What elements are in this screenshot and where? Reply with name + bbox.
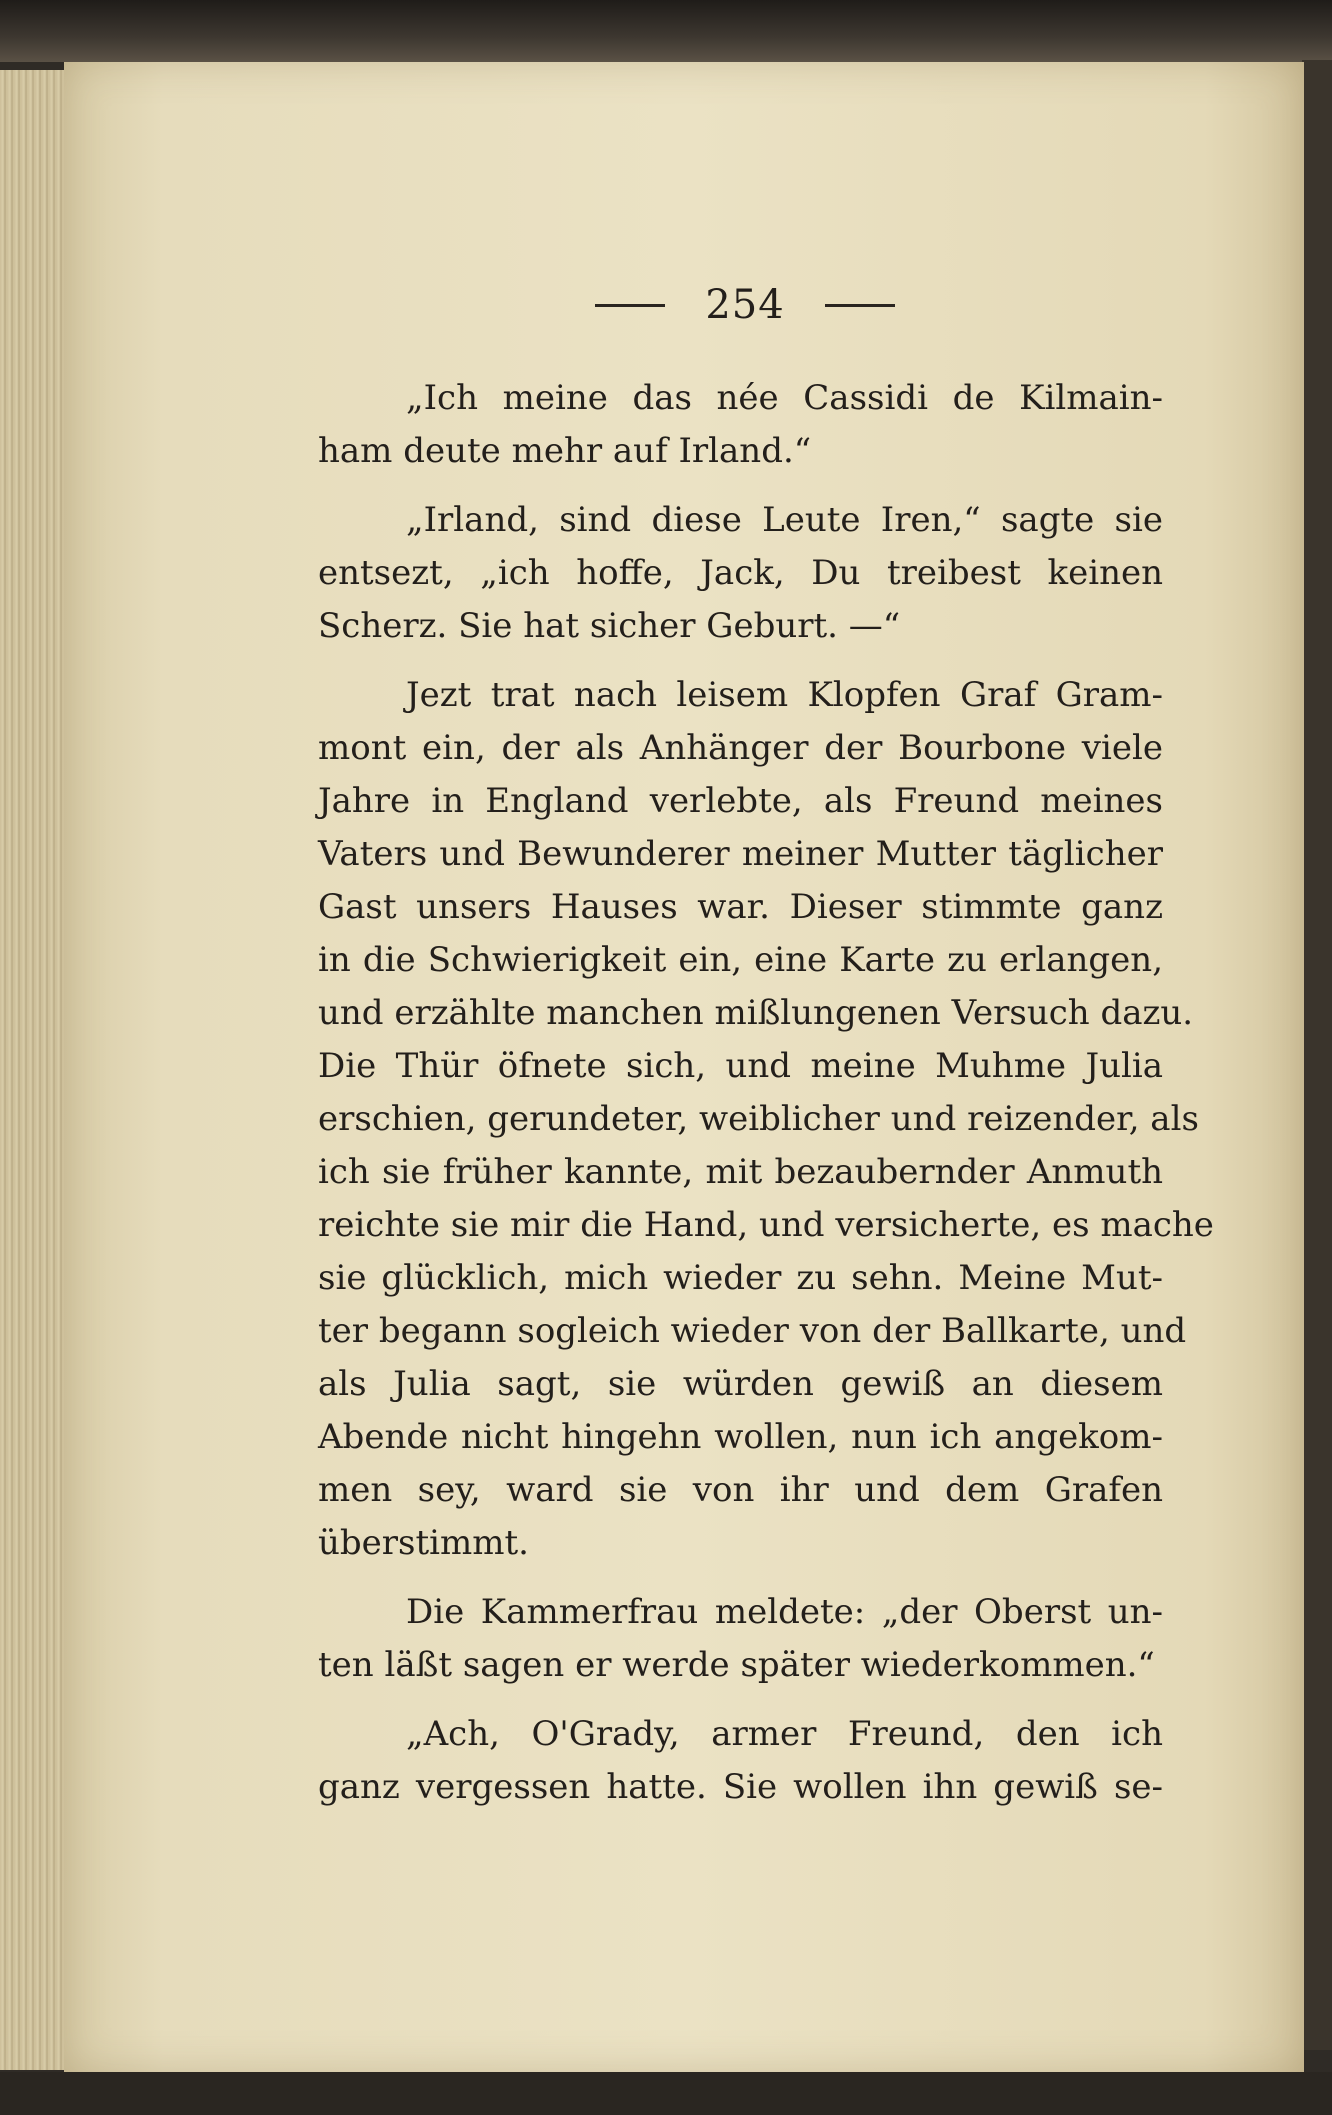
text-line: Jahre in England verlebte, als Freund meines <box>318 781 1163 821</box>
text-line: „Ich meine das née Cassidi de Kilmain- <box>406 378 1163 418</box>
text-line: ganz vergessen hatte. Sie wollen ihn gewiß se- <box>318 1767 1163 1807</box>
text-line: men sey, ward sie von ihr und dem Grafen <box>318 1470 1163 1510</box>
text-line: ter begann sogleich wieder von der Ballkarte, und <box>318 1311 1187 1351</box>
header-rule-right <box>825 304 895 307</box>
text-line: entsezt, „ich hoffe, Jack, Du treibest keinen <box>318 553 1163 593</box>
text-line: Vaters und Bewunderer meiner Mutter täglicher <box>318 834 1163 874</box>
text-line: Scherz. Sie hat sicher Geburt. —“ <box>318 606 901 646</box>
text-line: ham deute mehr auf Irland.“ <box>318 431 812 471</box>
text-line: als Julia sagt, sie würden gewiß an diesem <box>318 1364 1163 1404</box>
text-line: erschien, gerundeter, weiblicher und reizender, als <box>318 1099 1199 1139</box>
text-line: Abende nicht hingehn wollen, nun ich angekom- <box>318 1417 1163 1457</box>
text-line: Jezt trat nach leisem Klopfen Graf Gram- <box>406 675 1163 715</box>
text-line: Die Kammerfrau meldete: „der Oberst un- <box>406 1592 1163 1632</box>
book-page-edges <box>0 70 70 2070</box>
text-line: reichte sie mir die Hand, und versicherte, es mache <box>318 1205 1214 1245</box>
text-line: „Irland, sind diese Leute Iren,“ sagte sie <box>406 500 1163 540</box>
text-line: überstimmt. <box>318 1523 529 1563</box>
scan-bottom-edge <box>0 2072 1332 2115</box>
text-line: Gast unsers Hauses war. Dieser stimmte ganz <box>318 887 1163 927</box>
scan-top-edge <box>0 0 1332 62</box>
text-line: „Ach, O'Grady, armer Freund, den ich <box>406 1714 1163 1754</box>
text-line: in die Schwierigkeit ein, eine Karte zu erlangen, <box>318 940 1163 980</box>
text-line: ich sie früher kannte, mit bezaubernder Anmuth <box>318 1152 1163 1192</box>
text-line: mont ein, der als Anhänger der Bourbone viele <box>318 728 1163 768</box>
body-text <box>318 372 1214 1814</box>
text-line: und erzählte manchen mißlungenen Versuch dazu. <box>318 993 1194 1033</box>
page-header <box>575 275 915 335</box>
page-number: 254 <box>705 282 785 328</box>
header-rule-left <box>595 304 665 307</box>
book-cover-edge <box>1302 60 1332 2050</box>
text-line: sie glücklich, mich wieder zu sehn. Meine Mut- <box>318 1258 1163 1298</box>
text-line: Die Thür öfnete sich, und meine Muhme Julia <box>318 1046 1163 1086</box>
text-line: ten läßt sagen er werde später wiederkommen.“ <box>318 1645 1155 1685</box>
